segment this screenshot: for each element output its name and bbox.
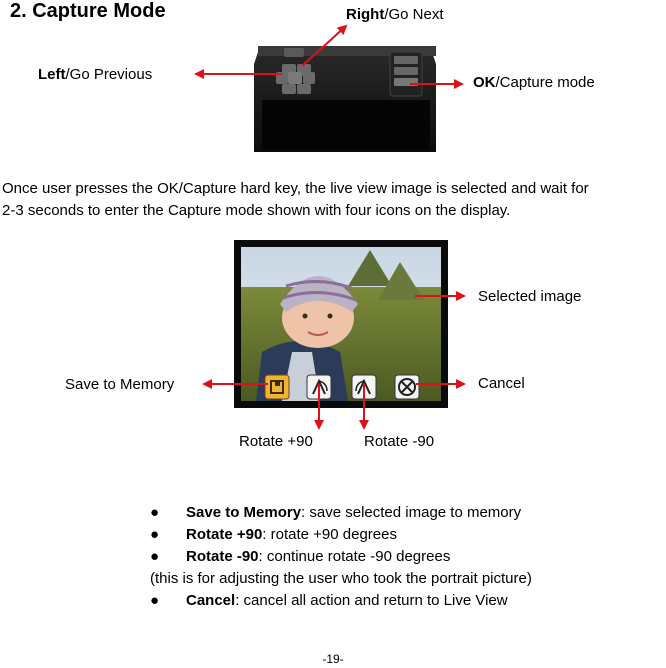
left-go-previous-label: Left/Go Previous bbox=[38, 66, 153, 83]
bullet-icon: ● bbox=[150, 526, 160, 543]
right-go-next-label: Right/Go Next bbox=[346, 6, 444, 23]
screen-image bbox=[234, 240, 448, 408]
bullet-icon: ● bbox=[150, 548, 160, 565]
section-title: 2. Capture Mode bbox=[10, 0, 166, 22]
rotate-minus-90-label: Rotate -90 bbox=[364, 433, 435, 450]
device-image bbox=[254, 46, 436, 152]
ok-capture-mode-label: OK/Capture mode bbox=[473, 74, 595, 91]
cancel-label: Cancel bbox=[478, 375, 525, 392]
selected-image-label: Selected image bbox=[478, 288, 582, 305]
intro-line-2: 2-3 seconds to enter the Capture mode shown with four icons on the display. bbox=[2, 202, 511, 219]
intro-line-1: Once user presses the OK/Capture hard key, the live view image is selected and wait for bbox=[2, 180, 589, 197]
page-number: -19- bbox=[322, 652, 344, 666]
save-to-memory-icon bbox=[265, 375, 289, 399]
bullet-icon: ● bbox=[150, 504, 160, 521]
side-buttons-icon bbox=[390, 52, 422, 96]
save-to-memory-label: Save to Memory bbox=[65, 376, 175, 393]
rotate-plus-90-label: Rotate +90 bbox=[239, 433, 313, 450]
bullet-icon: ● bbox=[150, 592, 160, 609]
